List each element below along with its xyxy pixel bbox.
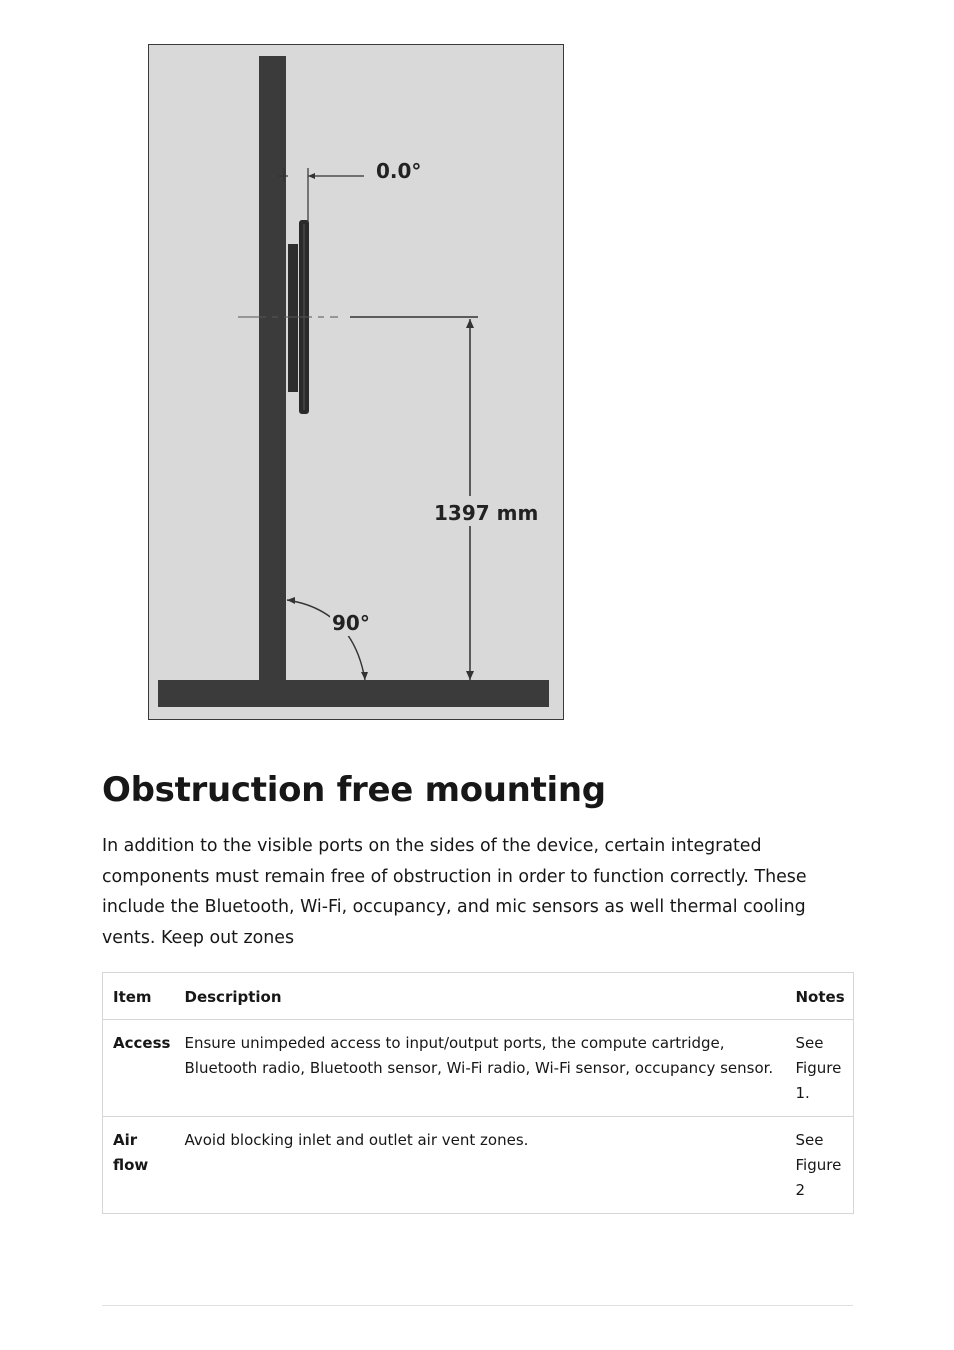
footer-divider xyxy=(102,1305,853,1306)
header-item: Item xyxy=(103,973,175,1020)
row-notes: See Figure 1. xyxy=(786,1020,854,1117)
stand-base xyxy=(158,680,549,707)
header-description: Description xyxy=(175,973,786,1020)
table-header-row xyxy=(103,973,854,1020)
angle-bottom-label: 90° xyxy=(332,611,370,635)
section-heading: Obstruction free mounting xyxy=(102,770,606,810)
table-row xyxy=(103,1117,854,1214)
mounting-diagram xyxy=(148,44,564,720)
table-row xyxy=(103,1020,854,1117)
header-notes: Notes xyxy=(786,973,854,1020)
display-mount-bracket xyxy=(288,244,298,392)
height-label: 1397 mm xyxy=(434,501,539,525)
row-item: Air flow xyxy=(103,1117,175,1214)
requirements-table xyxy=(102,972,853,1214)
row-item: Access xyxy=(103,1020,175,1117)
row-description: Avoid blocking inlet and outlet air vent zones. xyxy=(175,1117,786,1214)
stand-pole xyxy=(259,56,286,682)
angle-top-label: 0.0° xyxy=(376,159,422,183)
row-notes: See Figure 2 xyxy=(786,1117,854,1214)
section-paragraph: In addition to the visible ports on the sides of the device, certain integrated components must remain free of obstruction in order to function correctly. These include the Bluetooth, Wi-Fi, occupancy, and mic sensors as well thermal cooling vents. Keep out zones xyxy=(102,836,807,948)
row-description: Ensure unimpeded access to input/output ports, the compute cartridge, Bluetooth radio, Bluetooth sensor, Wi-Fi radio, Wi-Fi sensor, occupancy sensor. xyxy=(175,1020,786,1117)
